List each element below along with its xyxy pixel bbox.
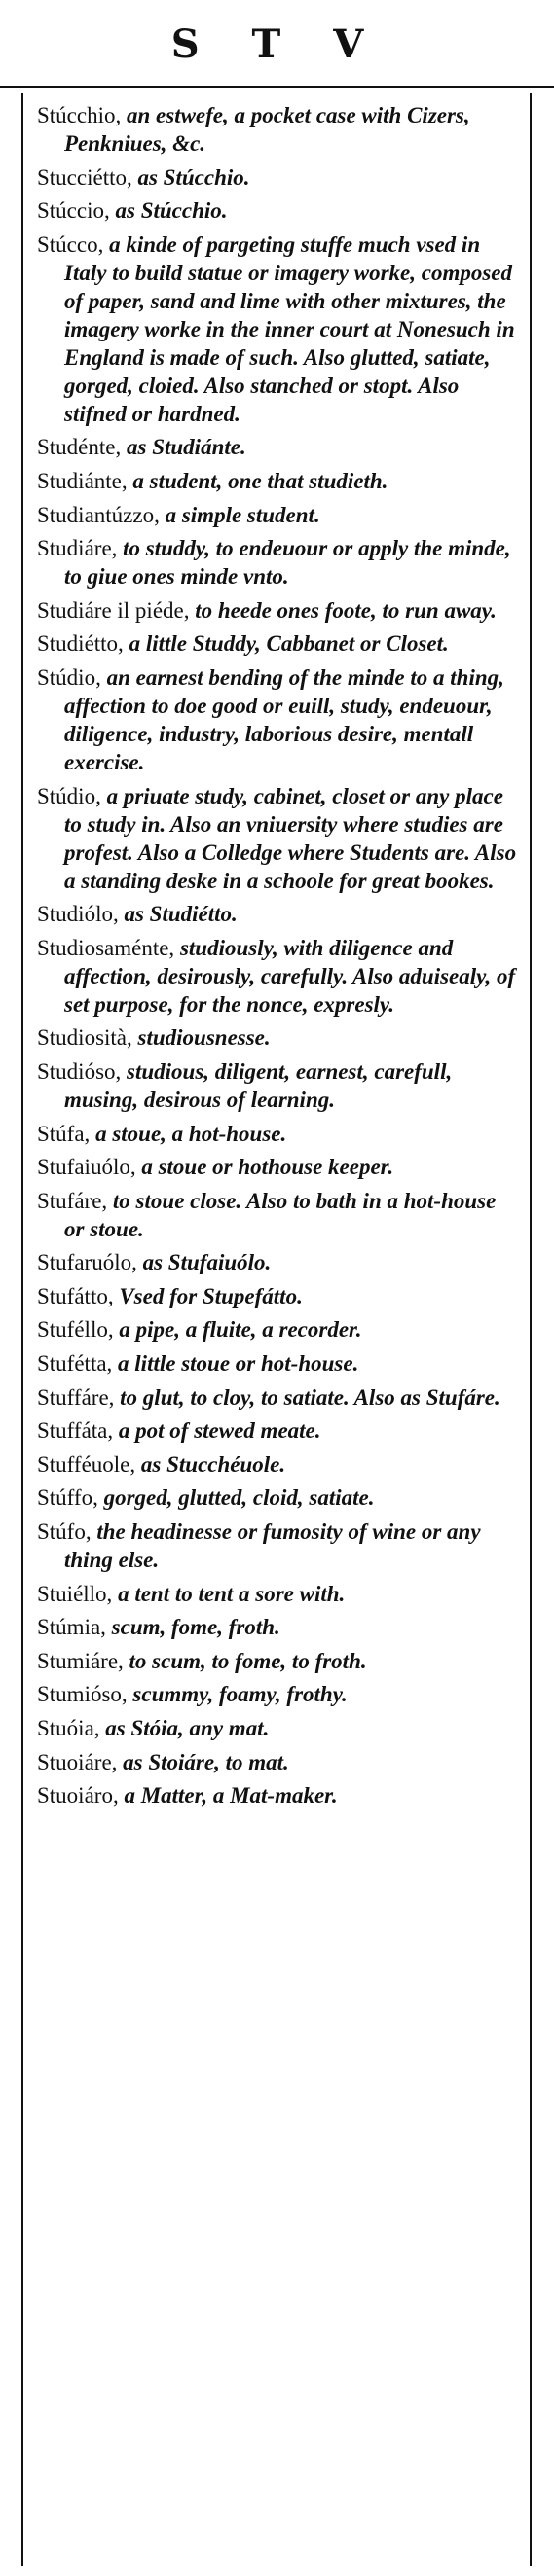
entry-headword: Stumiáre, [37, 1648, 124, 1673]
entry-definition: as Stufaiuólo. [136, 1250, 272, 1275]
entry-headword: Stufátto, [37, 1283, 114, 1308]
dictionary-entry [37, 1153, 520, 1181]
dictionary-entry [37, 1282, 520, 1310]
entry-definition: to stoue close. Also to bath in a hot-house or stoue. [64, 1188, 497, 1241]
dictionary-entry [37, 101, 520, 158]
entry-definition: a little Studdy, Cabbanet or Closet. [123, 631, 449, 657]
dictionary-entry [37, 1416, 520, 1445]
dictionary-entry [37, 197, 520, 225]
entry-headword: Stúcchio, [37, 103, 122, 127]
dictionary-entry [37, 1023, 520, 1052]
entry-definition: a stoue or hothouse keeper. [135, 1155, 394, 1180]
entry-headword: Stúccio, [37, 198, 110, 224]
entry-definition: the headinesse or fumosity of wine or any thing else. [64, 1520, 481, 1573]
entry-headword: Stúfo, [37, 1520, 92, 1545]
entry-headword: Stúdio, [37, 783, 101, 808]
entry-headword: Stúmia, [37, 1615, 106, 1640]
entry-headword: Stumióso, [37, 1682, 128, 1707]
dictionary-entry [37, 1120, 520, 1148]
entry-definition: to glut, to cloy, to satiate. Also as Stufáre. [114, 1384, 500, 1410]
entry-definition: a tent to tent a sore with. [112, 1581, 346, 1606]
entry-definition: to scum, to fome, to froth. [123, 1648, 367, 1673]
entry-headword: Studiétto, [37, 631, 124, 657]
dictionary-entry [37, 1057, 520, 1114]
entry-headword: Stúcco, [37, 232, 104, 257]
dictionary-entry [37, 1748, 520, 1776]
dictionary-entry [37, 1518, 520, 1574]
entry-headword: Stufaiuólo, [37, 1155, 136, 1180]
dictionary-entry [37, 163, 520, 192]
entry-headword: Stúffo, [37, 1485, 98, 1511]
entry-definition: as Stóia, any mat. [99, 1716, 270, 1740]
entry-definition: a student, one that studieth. [127, 468, 388, 493]
entry-definition: an earnest bending of the minde to a thing, affection to doe good or euill, study, endeuour, diligence, industry, laborious desire, mentall exercise. [64, 664, 504, 774]
entry-definition: an estwefe, a pocket case with Cizers, Penkniues, &c. [64, 103, 470, 156]
dictionary-entry [37, 501, 520, 529]
dictionary-entry [37, 433, 520, 461]
entry-definition: studiousnesse. [131, 1025, 271, 1051]
dictionary-entry [37, 1680, 520, 1708]
dictionary-entry [37, 1781, 520, 1809]
dictionary-entry [37, 596, 520, 625]
entry-headword: Studiosità, [37, 1025, 132, 1051]
dictionary-entry [37, 1647, 520, 1675]
entry-definition: a kinde of pargeting stuffe much vsed in Italy to build statue or imagery worke, composed of paper, sand and lime with other mixtures, the imagery worke in the inner court at Nonesuch in England is made of such. Also glutted, satiate, gorged, cloied. Also stanched or stopt. Also stifned or hardned. [64, 232, 515, 426]
entry-definition: as Studiétto. [118, 902, 238, 927]
entry-headword: Stuoiáre, [37, 1749, 118, 1774]
entry-definition: a priuate study, cabinet, closet or any place to study in. Also an vniuersity where studies are profest. Also a Colledge where Students are. Also a standing deske in a schoole for great bookes. [64, 783, 517, 893]
entry-headword: Stuffáre, [37, 1384, 115, 1410]
entry-headword: Stucciétto, [37, 164, 132, 190]
entry-headword: Studiantúzzo, [37, 502, 160, 527]
entry-definition: Vsed for Stupefátto. [113, 1283, 303, 1308]
dictionary-entry [37, 1580, 520, 1608]
dictionary-entry [37, 534, 520, 590]
entry-headword: Stúfa, [37, 1121, 91, 1146]
entry-definition: scummy, foamy, frothy. [127, 1682, 348, 1707]
entry-headword: Stúdio, [37, 664, 101, 690]
entry-definition: scum, fome, froth. [105, 1615, 280, 1640]
entry-definition: a pot of stewed meate. [113, 1418, 321, 1444]
entry-definition: as Stucchéuole. [135, 1451, 286, 1477]
page-header: S T V [170, 21, 384, 67]
entry-definition: a Matter, a Mat-maker. [118, 1783, 338, 1808]
entry-definition: a little stoue or hot-house. [112, 1351, 359, 1377]
entry-definition: as Stúcchio. [131, 164, 250, 190]
dictionary-entry [37, 231, 520, 428]
dictionary-entry [37, 663, 520, 776]
dictionary-entry [37, 1315, 520, 1343]
entry-headword: Stuóia, [37, 1716, 100, 1740]
dictionary-entry [37, 1714, 520, 1742]
entry-definition: gorged, glutted, cloid, satiate. [97, 1485, 375, 1511]
dictionary-entry [37, 1349, 520, 1377]
dictionary-entry [37, 900, 520, 928]
entry-headword: Stufétta, [37, 1351, 113, 1377]
dictionary-entry [37, 629, 520, 658]
dictionary-entry [37, 782, 520, 895]
entry-definition: as Stúcchio. [109, 198, 228, 224]
entry-list [37, 101, 520, 2562]
entry-definition: studious, diligent, earnest, carefull, musing, desirous of learning. [64, 1058, 453, 1112]
dictionary-entry [37, 1383, 520, 1412]
entry-headword: Stufaruólo, [37, 1250, 137, 1275]
entry-headword: Studiosaménte, [37, 935, 175, 960]
entry-headword: Studiáre, [37, 536, 118, 561]
entry-definition: a stoue, a hot-house. [90, 1121, 287, 1146]
entry-headword: Stuiéllo, [37, 1581, 113, 1606]
entry-definition: as Studiánte. [121, 435, 246, 460]
entry-headword: Stuffáta, [37, 1418, 114, 1444]
entry-headword: Stufáre, [37, 1188, 108, 1213]
dictionary-entry [37, 1187, 520, 1243]
dictionary-entry [37, 1248, 520, 1276]
dictionary-entry [37, 1484, 520, 1512]
dictionary-entry [37, 467, 520, 495]
entry-headword: Stuoiáro, [37, 1783, 119, 1808]
entry-headword: Stuféllo, [37, 1317, 114, 1342]
entry-definition: a simple student. [159, 502, 320, 527]
entry-headword: Studiánte, [37, 468, 128, 493]
header-rule [0, 86, 554, 88]
entry-headword: Studénte, [37, 435, 122, 460]
dictionary-entry [37, 1450, 520, 1479]
entry-headword: Studiáre il piéde, [37, 597, 190, 623]
entry-definition: as Stoiáre, to mat. [117, 1749, 289, 1774]
entry-definition: to studdy, to endeuour or apply the minde, to giue ones minde vnto. [64, 536, 511, 590]
dictionary-entry [37, 1613, 520, 1641]
dictionary-entry [37, 934, 520, 1019]
entry-definition: studiously, with diligence and affection, desirously, carefully. Also aduisealy, of set purpose, for the nonce, expresly. [64, 935, 516, 1017]
entry-headword: Studiólo, [37, 902, 119, 927]
entry-headword: Studióso, [37, 1058, 122, 1084]
entry-definition: to heede ones foote, to run away. [189, 597, 497, 623]
entry-headword: Stufféuole, [37, 1451, 136, 1477]
entry-definition: a pipe, a fluite, a recorder. [113, 1317, 362, 1342]
